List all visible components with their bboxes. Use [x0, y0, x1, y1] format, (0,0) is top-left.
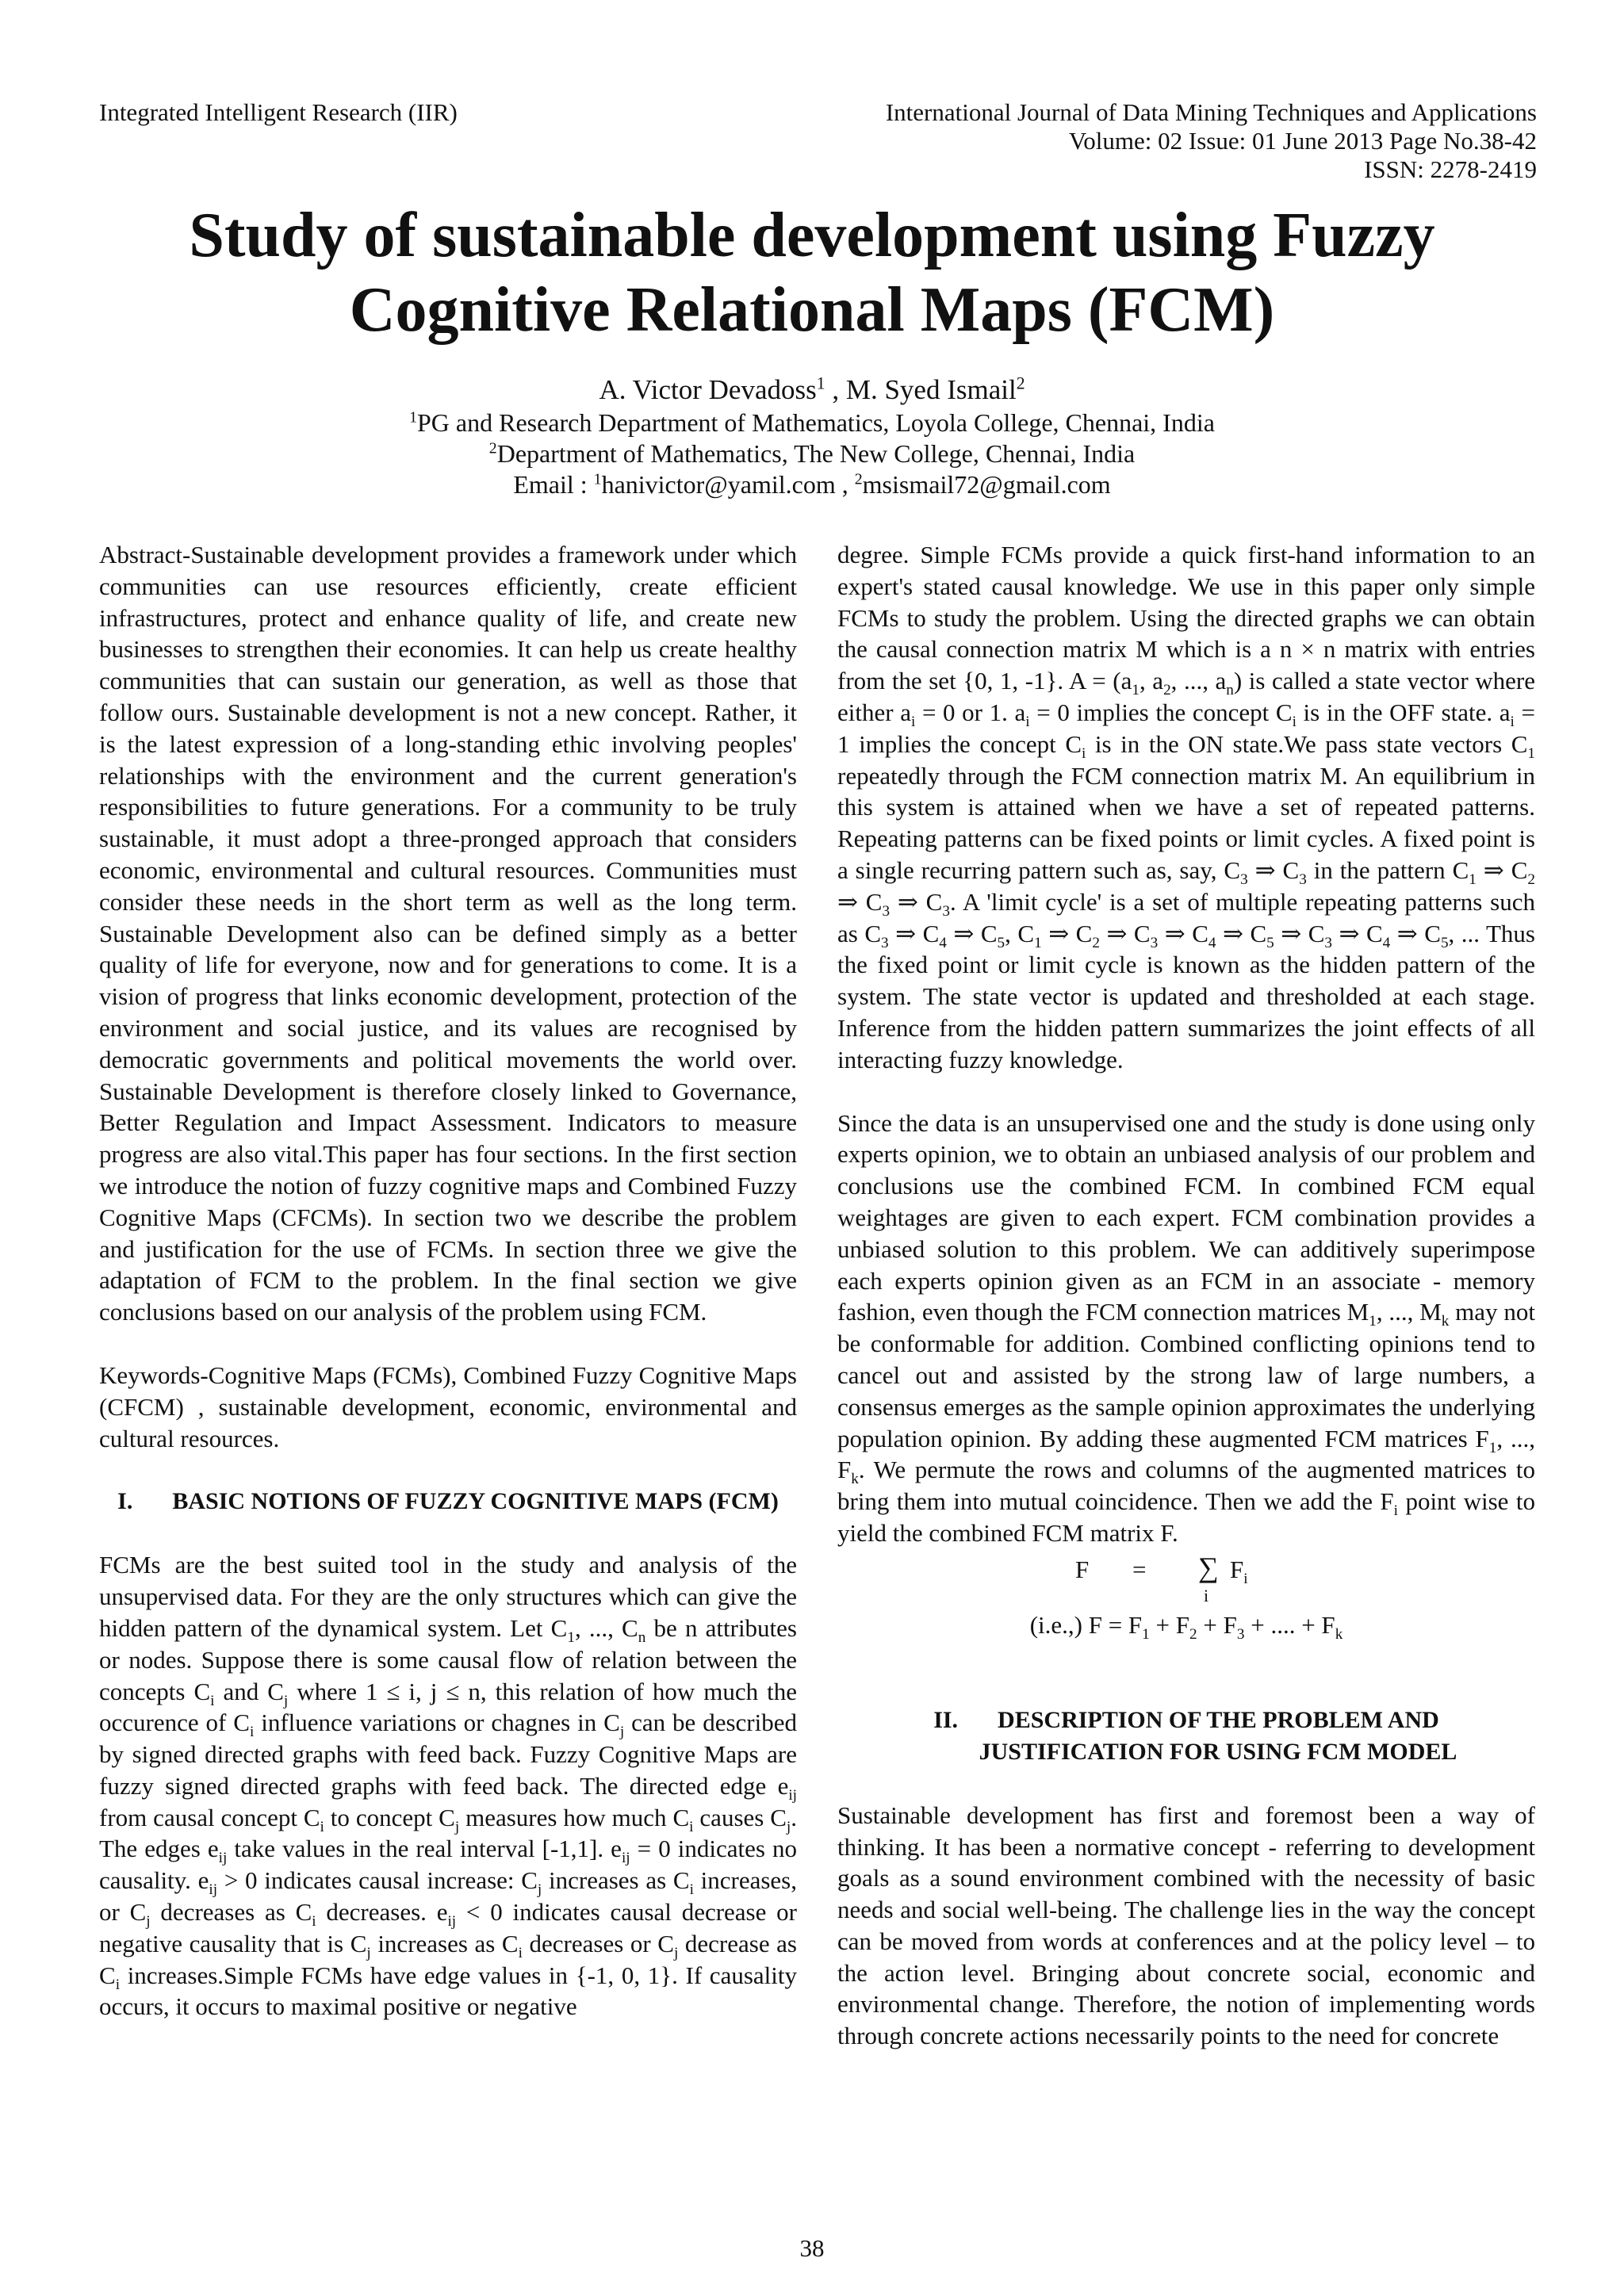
author-names: A. Victor Devadoss$^1$ , M. Syed Ismail$^2$	[599, 373, 1025, 405]
title-line-2: Cognitive Relational Maps (FCM)	[349, 275, 1275, 345]
abstract: Abstract-Sustainable development provides a framework under which communities can use resources efficiently, create efficient infrastructures, protect and enhance quality of life, and create new businesses to strengthen their economies. It can help us create healthy communities that can sustain our generation, as well as those that follow ours. Sustainable development is not a new concept. Rather, it is the latest expression of a long-standing ethic involving peoples' relationships with the environment and the current generation's responsibilities to future generations. For a community to be truly sustainable, it must adopt a three-pronged approach that considers economic, environmental and cultural resources. Communities must consider these needs in the short term as well as the long term. Sustainable Development also can be defined simply as a better quality of life for everyone, now and for generations to come. It is a vision of progress that links economic development, protection of the environment and social justice, and its values are recognised by democratic governments and political movements the world over. Sustainable Development is therefore closely linked to Governance, Better Regulation and Impact Assessment. Indicators to measure progress are also vital.This paper has four sections. In the first section we introduce the notion of fuzzy cognitive maps and Combined Fuzzy Cognitive Maps (CFCMs). In section two we describe the problem and justification for the use of FCMs. In section three we give the adaptation of FCM to the problem. In the final section we give conclusions based on our analysis of the problem using FCM.	[99, 541, 797, 1326]
page-number: 38	[799, 2234, 825, 2262]
paper-title	[119, 198, 1505, 347]
right-column	[837, 539, 1535, 2052]
sigma-symbol: ∑	[1198, 1551, 1219, 1583]
section-2-heading: II. DESCRIPTION OF THE PROBLEM AND JUSTIFICATION FOR USING FCM MODEL	[933, 1706, 1457, 1765]
fcm-state-vector-paragraph: degree. Simple FCMs provide a quick first-hand information to an expert's stated causal knowledge. We use in this paper only simple FCMs to study the problem. Using the directed graphs we can obtain the causal connection matrix M which is a n × n matrix with entries from the set {0, 1, -1}. $A = (a_1$, $a_2$, ..., $a_n$) is called a state vector where either $a_i = 0$ or 1. $a_i = 0$ implies the concept $C_i$ is in the OFF state. $a_i = 1$ implies the concept $C_i$ is in the ON state.We pass state vectors $C_1$ repeatedly through the FCM connection matrix M. An equilibrium in this system is attained when we have a set of repeated patterns. Repeating patterns can be fixed points or limit cycles. A fixed point is a single recurring pattern such as, say, $C_3$ ⇒ $C_3$ in the pattern $C_1$ ⇒ $C_2$ ⇒ $C_3$ ⇒ $C_3$. A 'limit cycle' is a set of multiple repeating patterns such as $C_3$ ⇒ $C_4$ ⇒ $C_5$, $C_1$ ⇒ $C_2$ ⇒ $C_3$ ⇒ $C_4$ ⇒ $C_5$ ⇒ $C_3$ ⇒ $C_4$ ⇒ $C_5$, ... Thus the fixed point or limit cycle is known as the hidden pattern of the system. The state vector is updated and thresholded at each stage. Inference from the hidden pattern summarizes the joint effects of all interacting fuzzy knowledge.	[837, 541, 1536, 1073]
section-2-text: Sustainable development has first and foremost been a way of thinking. It has been a normative concept - referring to development goals as a sound environment combined with the necessity of basic needs and social well-being. The challenge lies in the way the concept can be moved from words at conferences and at the policy level – to the action level. Bringing about concrete social, economic and environmental change. Therefore, the notion of implementing words through concrete actions necessarily points to the need for concrete	[837, 1800, 1535, 2050]
author-2: M. Syed Ismail	[845, 374, 1017, 405]
header-left: Integrated Intelligent Research (IIR)	[99, 98, 458, 126]
email-1: hanivictor@yamil.com	[601, 470, 836, 499]
section-1-heading: I. BASIC NOTIONS OF FUZZY COGNITIVE MAPS (FCM)	[117, 1488, 779, 1515]
author-emails: Email : $^1$hanivictor@yamil.com , $^2$msismail72@gmail.com	[513, 470, 1111, 499]
combined-fcm-paragraph: Since the data is an unsupervised one and the study is done using only experts opinion, we to obtain an unbiased analysis of our problem and conclusions use the combined FCM. In combined FCM equal weightages are given to each expert. FCM combination provides a unbiased solution to this problem. We can additively superimpose each experts opinion given as an FCM in an associate - memory fashion, even though the FCM connection matrices $M_1$, ..., $M_k$ may not be conformable for addition. Combined conflicting opinions tend to cancel out and assisted by the strong law of large numbers, a consensus emerges as the sample opinion approximates the underlying population opinion. By adding these augmented FCM matrices $F_1$, ..., $F_k$. We permute the rows and columns of the augmented matrices to bring them into mutual coincidence. Then we add the $F_i$ point wise to yield the combined FCM matrix F.	[837, 1108, 1535, 1547]
author-block	[238, 373, 1386, 500]
affiliation-1: $^1$PG and Research Department of Mathematics, Loyola College, Chennai, India	[409, 408, 1215, 437]
author-1: A. Victor Devadoss	[599, 374, 817, 405]
keywords: Keywords-Cognitive Maps (FCMs), Combined Fuzzy Cognitive Maps (CFCM) , sustainable development, economic, environmental and cultural resources.	[99, 1360, 797, 1452]
journal-issn: ISSN: 2278-2419	[1364, 155, 1537, 183]
left-column	[99, 539, 797, 2022]
email-2: msismail72@gmail.com	[862, 470, 1111, 499]
sum-formula: F = ∑ $F_i$ i	[1075, 1551, 1248, 1605]
affiliation-2: $^2$Department of Mathematics, The New College, Chennai, India	[488, 439, 1136, 468]
expanded-formula: (i.e.,) $F = F_1 + F_2 + F_3$ + .... + $F_k$	[1029, 1610, 1343, 1643]
journal-name: International Journal of Data Mining Techniques and Applications	[885, 98, 1537, 126]
section-1-text: FCMs are the best suited tool in the study and analysis of the unsupervised data. For they are the only structures which can give the hidden pattern of the dynamical system. Let $C_1$, ..., $C_n$ be n attributes or nodes. Suppose there is some causal flow of relation between the concepts $C_i$ and $C_j$ where 1 ≤ i, j ≤ n, this relation of how much the occurence of $C_i$ influence variations or chagnes in $C_j$ can be described by signed directed graphs with feed back. Fuzzy Cognitive Maps are fuzzy signed directed graphs with feed back. The directed edge $e_{ij}$ from causal concept $C_i$ to concept $C_j$ measures how much $C_i$ causes $C_j$. The edges $e_{ij}$ take values in the real interval [-1,1]. $e_{ij} = 0$ indicates no causality. $e_{ij} > 0$ indicates causal increase: $C_j$ increases as $C_i$ increases, or $C_j$ decreases as $C_i$ decreases. $e_{ij} < 0$ indicates causal decrease or negative causality that is $C_j$ increases as $C_i$ decreases or $C_j$ decrease as $C_i$ increases.Simple FCMs have edge values in {-1, 0, 1}. If causality occurs, it occurs to maximal positive or negative	[99, 1551, 798, 2021]
header-right	[886, 98, 1537, 184]
title-line-1: Study of sustainable development using Fuzzy	[189, 201, 1435, 270]
journal-volume: Volume: 02 Issue: 01 June 2013 Page No.38-42	[1068, 127, 1537, 155]
